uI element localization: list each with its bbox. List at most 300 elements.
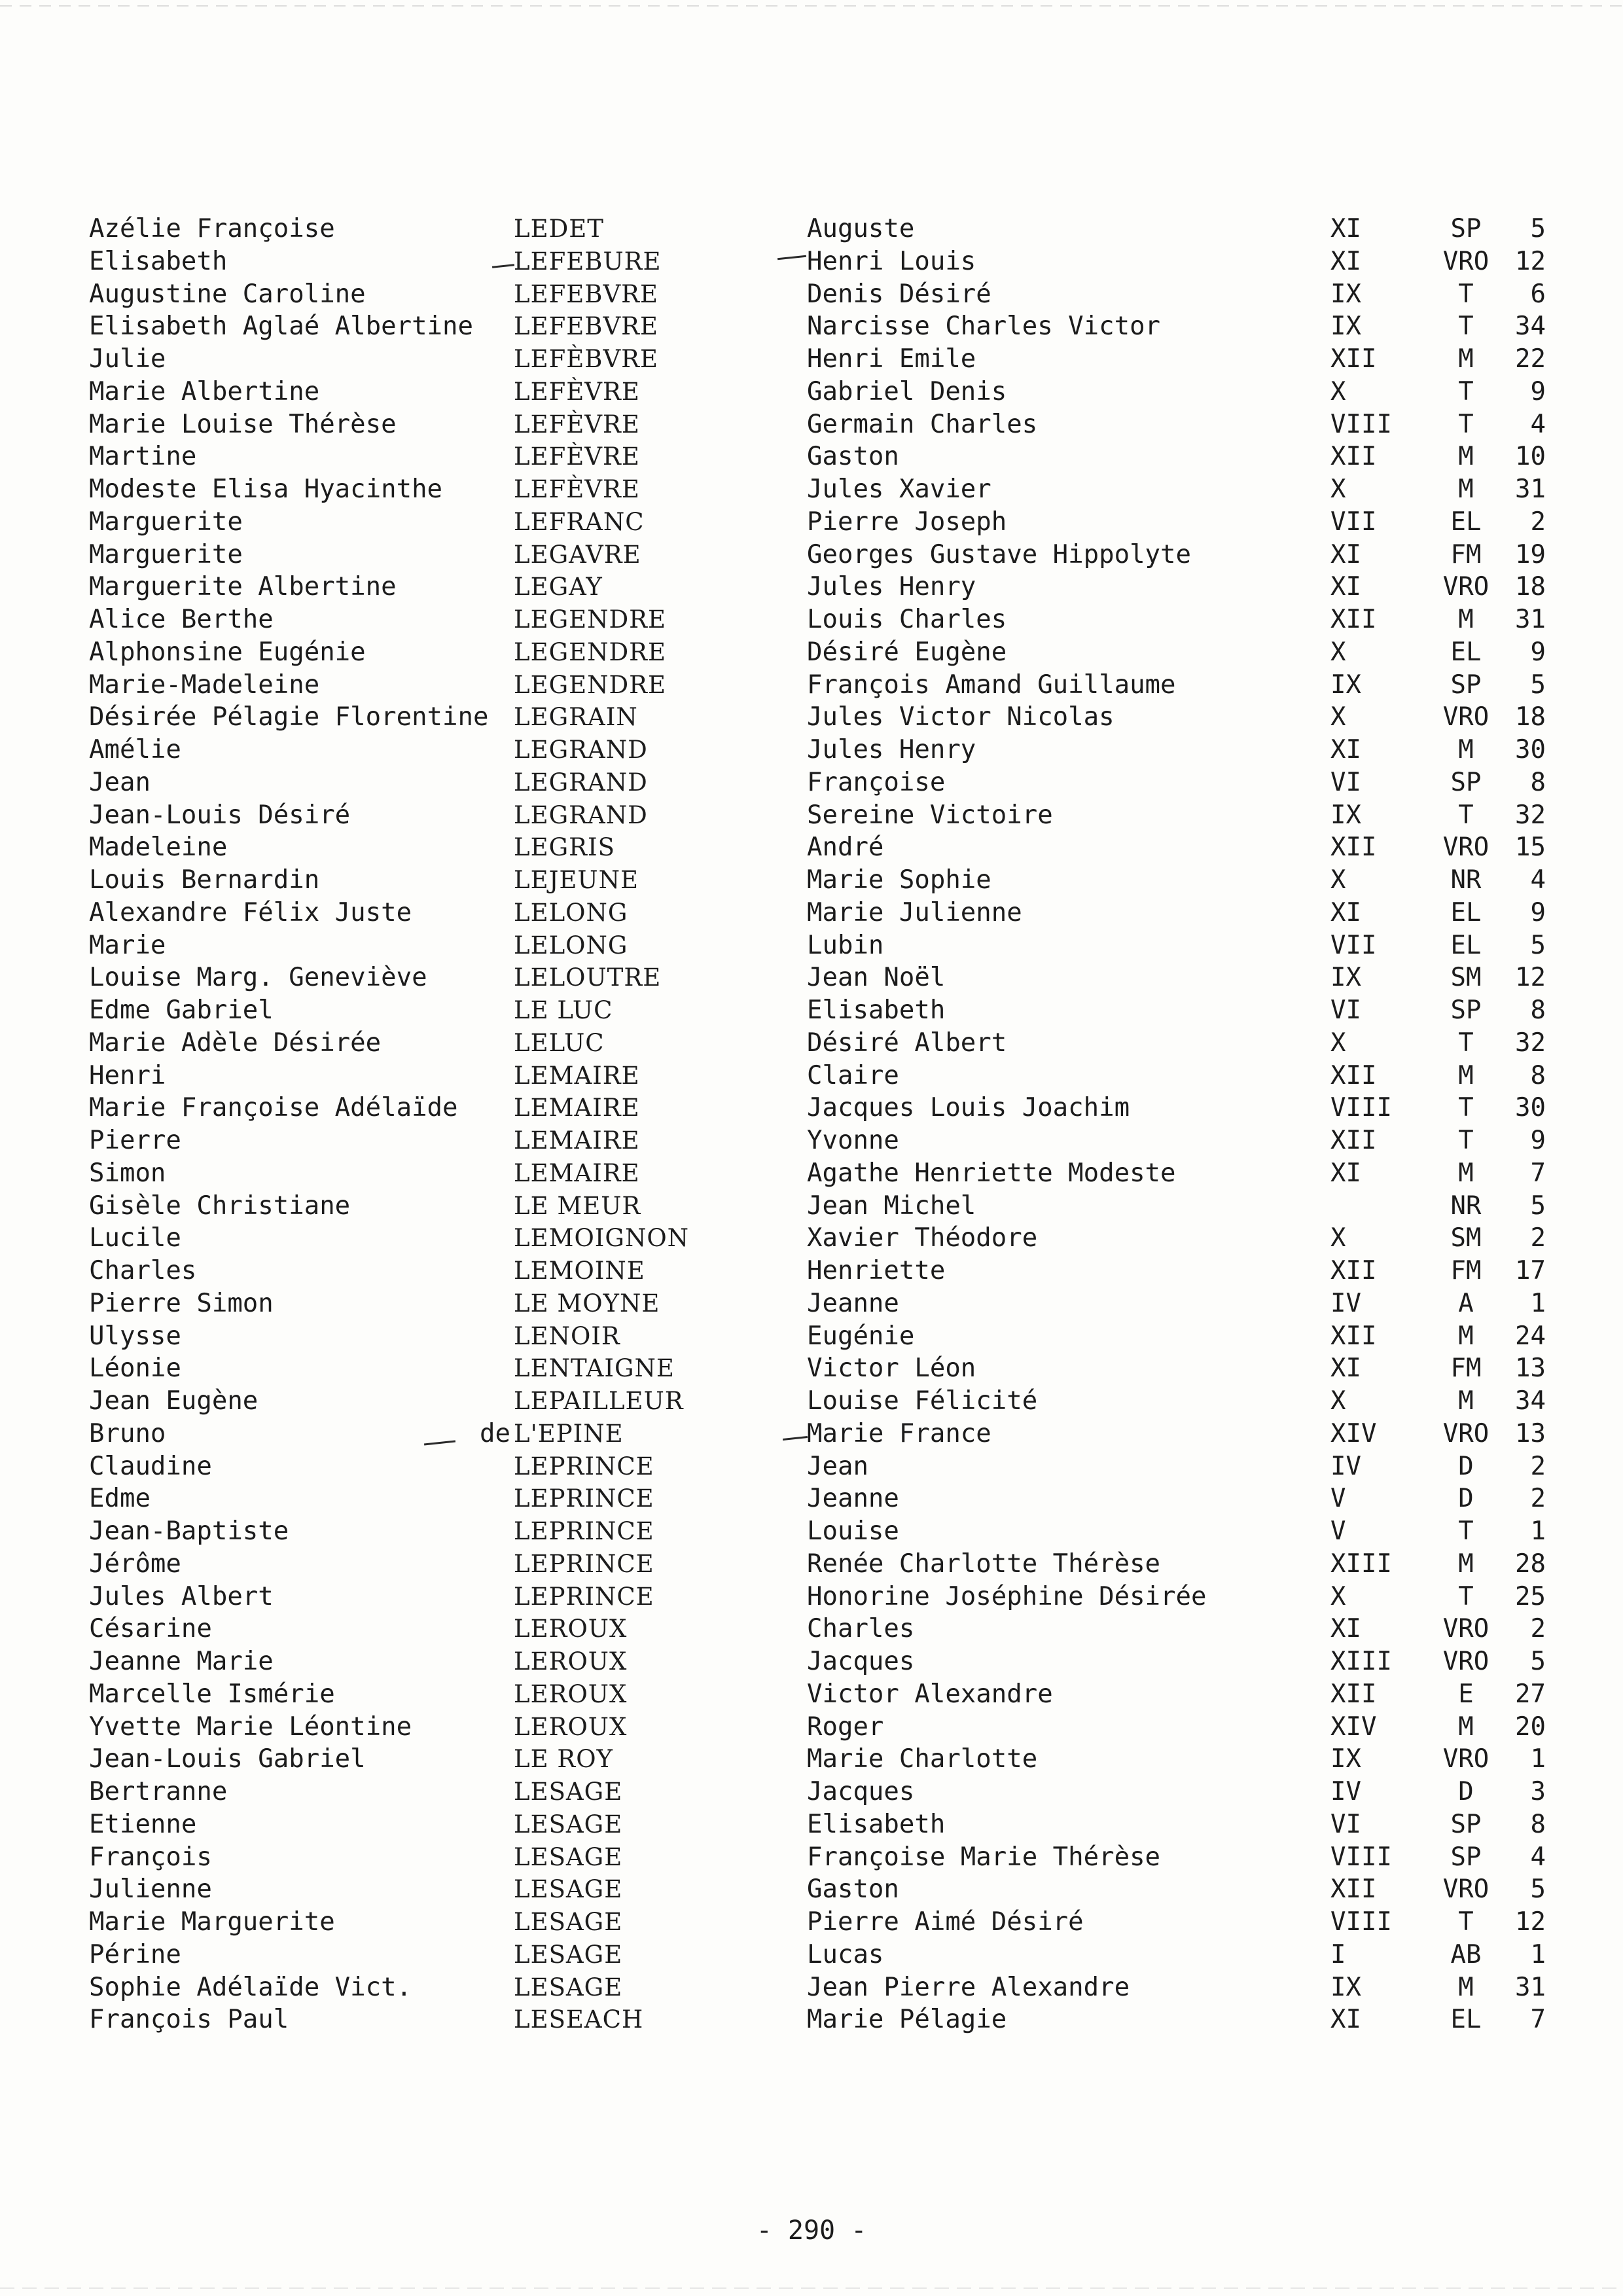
register-row <box>0 961 1623 994</box>
register-volume: VII <box>1330 930 1377 960</box>
given-names: Jean Eugène <box>89 1386 259 1416</box>
entry-number: 7 <box>1530 1158 1546 1188</box>
entry-number: 20 <box>1515 1712 1546 1742</box>
register-volume: IX <box>1330 1972 1361 2002</box>
register-volume: IX <box>1330 1744 1361 1774</box>
given-names: Marie-Madeleine <box>89 670 320 700</box>
given-names: Marie Françoise Adélaïde <box>89 1093 458 1123</box>
register-volume: XI <box>1330 1158 1361 1188</box>
parish-code: M <box>1458 475 1474 504</box>
parish-code: VRO <box>1442 1418 1489 1448</box>
register-volume: XII <box>1330 605 1377 634</box>
spouse-given-names: Elisabeth <box>807 996 946 1025</box>
register-volume: IX <box>1330 279 1361 309</box>
surname: LESAGE <box>514 1973 623 2001</box>
register-row <box>0 766 1623 799</box>
given-names: Bruno <box>89 1418 166 1448</box>
spouse-given-names: Honorine Joséphine Désirée <box>807 1581 1207 1611</box>
register-volume: XIII <box>1330 1647 1392 1676</box>
parish-code: VRO <box>1442 1647 1489 1676</box>
entry-number: 2 <box>1530 507 1546 537</box>
given-names: Simon <box>89 1158 166 1188</box>
given-names: Louise Marg. Geneviève <box>89 963 427 993</box>
given-names: Bertranne <box>89 1777 228 1806</box>
given-names: Elisabeth <box>89 246 228 276</box>
entry-number: 24 <box>1515 1321 1546 1351</box>
register-volume: XI <box>1330 897 1361 927</box>
given-names: Henri <box>89 1060 166 1090</box>
register-volume: X <box>1330 1028 1346 1058</box>
spouse-given-names: Yvonne <box>807 1126 899 1155</box>
parish-code: SP <box>1450 996 1482 1025</box>
register-row <box>0 343 1623 376</box>
entry-number: 19 <box>1515 539 1546 569</box>
given-names: Jérôme <box>89 1549 181 1579</box>
register-volume: XII <box>1330 1060 1377 1090</box>
entry-number: 22 <box>1515 344 1546 374</box>
spouse-given-names: Lucas <box>807 1939 884 1969</box>
given-names: Modeste Elisa Hyacinthe <box>89 475 443 504</box>
parish-code: SP <box>1450 1842 1482 1872</box>
register-volume: X <box>1330 475 1346 504</box>
parish-code: FM <box>1450 1256 1482 1285</box>
entry-number: 31 <box>1515 605 1546 634</box>
entry-number: 4 <box>1530 865 1546 895</box>
register-volume: XII <box>1330 442 1377 472</box>
surname: LELONG <box>514 898 628 927</box>
parish-code: EL <box>1450 897 1482 927</box>
spouse-given-names: Charles <box>807 1614 915 1644</box>
parish-code: M <box>1458 1972 1474 2002</box>
surname: LEMOIGNON <box>514 1224 690 1253</box>
entry-number: 9 <box>1530 897 1546 927</box>
spouse-given-names: Françoise Marie Thérèse <box>807 1842 1161 1872</box>
spouse-given-names: Lubin <box>807 930 884 960</box>
surname: LE ROY <box>514 1745 613 1774</box>
register-row <box>0 929 1623 962</box>
surname: LEMAIRE <box>514 1094 640 1122</box>
entry-number: 5 <box>1530 1191 1546 1221</box>
entry-number: 12 <box>1515 963 1546 993</box>
given-names: Marcelle Ismérie <box>89 1679 335 1709</box>
parish-code: M <box>1458 605 1474 634</box>
parish-code: A <box>1458 1288 1474 1318</box>
register-row <box>0 1255 1623 1287</box>
spouse-given-names: Françoise <box>807 767 946 797</box>
register-row <box>0 245 1623 278</box>
parish-code: FM <box>1450 1354 1482 1384</box>
entry-number: 2 <box>1530 1484 1546 1514</box>
parish-code: SP <box>1450 1809 1482 1839</box>
entry-number: 18 <box>1515 572 1546 602</box>
entry-number: 30 <box>1515 1093 1546 1123</box>
spouse-given-names: Narcisse Charles Victor <box>807 312 1161 342</box>
given-names: Marie <box>89 930 166 960</box>
register-row <box>0 1581 1623 1613</box>
parish-code: M <box>1458 344 1474 374</box>
parish-code: VRO <box>1442 702 1489 732</box>
surname: LEGRAND <box>514 800 648 829</box>
surname: LEFÈVRE <box>514 442 640 471</box>
spouse-given-names: Désiré Eugène <box>807 637 1007 667</box>
register-volume: VIII <box>1330 1093 1392 1123</box>
spouse-given-names: Eugénie <box>807 1321 915 1351</box>
entry-number: 32 <box>1515 800 1546 830</box>
parish-code: SP <box>1450 767 1482 797</box>
spouse-given-names: Denis Désiré <box>807 279 991 309</box>
surname: LEROUX <box>514 1615 628 1643</box>
register-volume: XII <box>1330 833 1377 863</box>
entry-number: 32 <box>1515 1028 1546 1058</box>
surname: LELOUTRE <box>514 963 662 992</box>
surname: LEROUX <box>514 1679 628 1708</box>
given-names: François <box>89 1842 212 1872</box>
register-volume: XII <box>1330 1679 1377 1709</box>
parish-code: VRO <box>1442 1614 1489 1644</box>
register-row <box>0 1711 1623 1744</box>
parish-code: T <box>1458 1126 1474 1155</box>
spouse-given-names: Louis Charles <box>807 605 1007 634</box>
given-names: François Paul <box>89 2005 289 2035</box>
entry-number: 13 <box>1515 1354 1546 1384</box>
top-edge-rule <box>0 5 1623 7</box>
given-names: Julienne <box>89 1874 212 1905</box>
surname: LEPRINCE <box>514 1452 654 1480</box>
register-volume: I <box>1330 1939 1346 1969</box>
given-names: Marguerite <box>89 507 243 537</box>
spouse-given-names: Jules Victor Nicolas <box>807 702 1115 732</box>
surname: LENTAIGNE <box>514 1354 675 1383</box>
spouse-given-names: Jules Henry <box>807 735 976 764</box>
entry-number: 9 <box>1530 637 1546 667</box>
surname: LEJEUNE <box>514 866 639 894</box>
surname: LEDET <box>514 215 604 243</box>
register-row <box>0 1190 1623 1223</box>
given-names: Elisabeth Aglaé Albertine <box>89 312 473 342</box>
given-names: Alexandre Félix Juste <box>89 897 412 927</box>
register-row <box>0 864 1623 897</box>
parish-code: NR <box>1450 865 1482 895</box>
register-volume: VI <box>1330 1809 1361 1839</box>
surname: LEPRINCE <box>514 1582 654 1611</box>
given-names: Augustine Caroline <box>89 279 366 309</box>
surname: LEGRAIN <box>514 703 638 732</box>
given-names: Léonie <box>89 1354 181 1384</box>
register-row <box>0 1906 1623 1939</box>
entry-number: 7 <box>1530 2005 1546 2035</box>
parish-code: VRO <box>1442 1744 1489 1774</box>
register-row <box>0 1320 1623 1353</box>
spouse-given-names: Jean Michel <box>807 1191 976 1221</box>
register-volume: IX <box>1330 800 1361 830</box>
spouse-given-names: Marie France <box>807 1418 991 1448</box>
register-volume: XII <box>1330 1321 1377 1351</box>
register-volume: XII <box>1330 1874 1377 1905</box>
surname: LEPAILLEUR <box>514 1387 684 1415</box>
given-names: Etienne <box>89 1809 197 1839</box>
spouse-given-names: Désiré Albert <box>807 1028 1007 1058</box>
spouse-given-names: Marie Charlotte <box>807 1744 1038 1774</box>
given-names: Sophie Adélaïde Vict. <box>89 1972 412 2002</box>
parish-code: T <box>1458 409 1474 439</box>
parish-code: VRO <box>1442 1874 1489 1905</box>
spouse-given-names: Georges Gustave Hippolyte <box>807 539 1191 569</box>
bottom-edge-rule <box>0 2287 1623 2289</box>
entry-number: 34 <box>1515 1386 1546 1416</box>
register-volume: XI <box>1330 735 1361 764</box>
entry-number: 1 <box>1530 1744 1546 1774</box>
parish-code: FM <box>1450 539 1482 569</box>
register-row <box>0 1092 1623 1124</box>
register-volume: VIII <box>1330 409 1392 439</box>
register-row <box>0 1678 1623 1711</box>
entry-number: 28 <box>1515 1549 1546 1579</box>
register-row <box>0 539 1623 571</box>
register-volume: XI <box>1330 572 1361 602</box>
register-volume: XII <box>1330 344 1377 374</box>
register-row <box>0 1157 1623 1190</box>
register-volume: IV <box>1330 1288 1361 1318</box>
register-row <box>0 1939 1623 1971</box>
register-volume: XIII <box>1330 1549 1392 1579</box>
surname: LENOIR <box>514 1321 620 1350</box>
given-names: Azélie Françoise <box>89 214 335 243</box>
given-names: Julie <box>89 344 166 374</box>
spouse-given-names: Jean Noël <box>807 963 946 993</box>
register-row <box>0 2003 1623 2036</box>
spouse-given-names: André <box>807 833 884 863</box>
given-names: Marguerite <box>89 539 243 569</box>
spouse-given-names: Henri Louis <box>807 246 976 276</box>
surname: LE MOYNE <box>514 1289 660 1318</box>
register-volume: VIII <box>1330 1842 1392 1872</box>
entry-number: 6 <box>1530 279 1546 309</box>
register-volume: XIV <box>1330 1418 1377 1448</box>
surname: LEPRINCE <box>514 1517 654 1545</box>
parish-code: EL <box>1450 930 1482 960</box>
spouse-given-names: Claire <box>807 1060 899 1090</box>
register-volume: IV <box>1330 1777 1361 1806</box>
entry-number: 4 <box>1530 409 1546 439</box>
register-volume: X <box>1330 637 1346 667</box>
parish-code: M <box>1458 1386 1474 1416</box>
parish-code: T <box>1458 1581 1474 1611</box>
surname: LEFEBVRE <box>514 279 659 308</box>
register-row <box>0 897 1623 929</box>
given-names: Louis Bernardin <box>89 865 320 895</box>
register-volume: VII <box>1330 507 1377 537</box>
register-volume: VIII <box>1330 1907 1392 1937</box>
register-row <box>0 571 1623 603</box>
surname: LEMAIRE <box>514 1158 640 1187</box>
parish-code: M <box>1458 442 1474 472</box>
register-row <box>0 1613 1623 1645</box>
given-names: Charles <box>89 1256 197 1285</box>
surname: LEROUX <box>514 1712 628 1741</box>
surname: LE LUC <box>514 996 613 1024</box>
parish-code: EL <box>1450 507 1482 537</box>
parish-code: EL <box>1450 637 1482 667</box>
register-volume: VI <box>1330 996 1361 1025</box>
surname: LEPRINCE <box>514 1549 654 1578</box>
surname: LEGRIS <box>514 833 615 862</box>
given-names: Gisèle Christiane <box>89 1191 351 1221</box>
given-names: Marie Albertine <box>89 376 320 406</box>
register-row <box>0 213 1623 245</box>
surname: LEGENDRE <box>514 605 667 634</box>
spouse-given-names: Marie Sophie <box>807 865 991 895</box>
spouse-given-names: Louise Félicité <box>807 1386 1038 1416</box>
entry-number: 10 <box>1515 442 1546 472</box>
parish-code: VRO <box>1442 833 1489 863</box>
spouse-given-names: Renée Charlotte Thérèse <box>807 1549 1161 1579</box>
register-row <box>0 669 1623 702</box>
given-names: Pierre <box>89 1126 181 1155</box>
register-volume: IV <box>1330 1451 1361 1481</box>
entry-number: 5 <box>1530 1874 1546 1905</box>
parish-code: E <box>1458 1679 1474 1709</box>
entry-number: 9 <box>1530 1126 1546 1155</box>
entry-number: 12 <box>1515 246 1546 276</box>
register-row <box>0 1124 1623 1157</box>
surname: LEPRINCE <box>514 1484 654 1513</box>
surname: LEGAY <box>514 573 603 601</box>
register-row <box>0 1450 1623 1483</box>
surname: LEMAIRE <box>514 1061 640 1090</box>
surname: LEFÈBVRE <box>514 345 659 373</box>
spouse-given-names: Jeanne <box>807 1484 899 1514</box>
parish-code: SP <box>1450 214 1482 243</box>
parish-code: T <box>1458 376 1474 406</box>
parish-code: T <box>1458 279 1474 309</box>
spouse-given-names: François Amand Guillaume <box>807 670 1176 700</box>
entry-number: 34 <box>1515 312 1546 342</box>
spouse-given-names: Germain Charles <box>807 409 1038 439</box>
register-row <box>0 1287 1623 1320</box>
register-row <box>0 1841 1623 1874</box>
parish-code: M <box>1458 735 1474 764</box>
parish-code: SM <box>1450 963 1482 993</box>
spouse-given-names: Pierre Joseph <box>807 507 1007 537</box>
entry-number: 2 <box>1530 1223 1546 1253</box>
spouse-given-names: Sereine Victoire <box>807 800 1053 830</box>
register-row <box>0 1776 1623 1808</box>
spouse-given-names: Louise <box>807 1516 899 1546</box>
register-row <box>0 408 1623 441</box>
entry-number: 8 <box>1530 767 1546 797</box>
register-volume: VI <box>1330 767 1361 797</box>
register-row <box>0 1645 1623 1678</box>
register-row <box>0 440 1623 473</box>
register-volume: XI <box>1330 246 1361 276</box>
surname: LEGRAND <box>514 768 648 797</box>
register-row <box>0 636 1623 669</box>
spouse-given-names: Henriette <box>807 1256 946 1285</box>
parish-code: M <box>1458 1549 1474 1579</box>
parish-code: T <box>1458 800 1474 830</box>
surname: LEFRANC <box>514 507 645 536</box>
surname: LELONG <box>514 931 628 960</box>
given-names: Césarine <box>89 1614 212 1644</box>
entry-number: 3 <box>1530 1777 1546 1806</box>
given-names: Marie Marguerite <box>89 1907 335 1937</box>
given-names: Claudine <box>89 1451 212 1481</box>
parish-code: M <box>1458 1321 1474 1351</box>
entry-number: 18 <box>1515 702 1546 732</box>
given-names: Edme Gabriel <box>89 996 274 1025</box>
register-volume: V <box>1330 1516 1346 1546</box>
surname: L'EPINE <box>514 1419 624 1448</box>
surname: LEMAIRE <box>514 1126 640 1155</box>
register-row <box>0 1873 1623 1906</box>
parish-code: M <box>1458 1158 1474 1188</box>
surname: LE MEUR <box>514 1191 641 1220</box>
surname: LESAGE <box>514 1842 623 1871</box>
entry-number: 2 <box>1530 1614 1546 1644</box>
register-row <box>0 376 1623 408</box>
parish-code: T <box>1458 1028 1474 1058</box>
register-volume: IX <box>1330 670 1361 700</box>
given-names: Yvette Marie Léontine <box>89 1712 412 1742</box>
spouse-given-names: Marie Julienne <box>807 897 1022 927</box>
parish-code: VRO <box>1442 246 1489 276</box>
surname: LEFÈVRE <box>514 410 640 439</box>
surname: LEFÈVRE <box>514 475 640 503</box>
surname: LEGRAND <box>514 736 648 764</box>
surname: LESAGE <box>514 1908 623 1936</box>
register-row <box>0 278 1623 311</box>
entry-number: 31 <box>1515 475 1546 504</box>
register-volume: XII <box>1330 1256 1377 1285</box>
register-volume: IX <box>1330 963 1361 993</box>
surname: LEGENDRE <box>514 637 667 666</box>
entry-number: 12 <box>1515 1907 1546 1937</box>
register-volume: XII <box>1330 1126 1377 1155</box>
register-volume: XIV <box>1330 1712 1377 1742</box>
parish-code: SM <box>1450 1223 1482 1253</box>
entry-number: 8 <box>1530 1809 1546 1839</box>
surname: LEGENDRE <box>514 670 667 699</box>
register-volume: IX <box>1330 312 1361 342</box>
register-row <box>0 1027 1623 1060</box>
surname: LEFÈVRE <box>514 377 640 406</box>
given-names: Jean-Baptiste <box>89 1516 289 1546</box>
spouse-given-names: Gaston <box>807 1874 899 1905</box>
entry-number: 8 <box>1530 996 1546 1025</box>
spouse-given-names: Auguste <box>807 214 915 243</box>
entry-number: 30 <box>1515 735 1546 764</box>
spouse-given-names: Jean <box>807 1451 868 1481</box>
spouse-given-names: Jules Xavier <box>807 475 991 504</box>
register-row <box>0 1352 1623 1385</box>
register-row <box>0 1808 1623 1841</box>
entry-number: 8 <box>1530 1060 1546 1090</box>
register-row <box>0 831 1623 864</box>
given-names: Madeleine <box>89 833 228 863</box>
surname: LESAGE <box>514 1778 623 1806</box>
parish-code: M <box>1458 1712 1474 1742</box>
given-names: Edme <box>89 1484 151 1514</box>
surname: LESAGE <box>514 1875 623 1904</box>
spouse-given-names: Elisabeth <box>807 1809 946 1839</box>
entry-number: 1 <box>1530 1288 1546 1318</box>
register-row <box>0 1743 1623 1776</box>
given-names: Ulysse <box>89 1321 181 1351</box>
spouse-given-names: Jules Henry <box>807 572 976 602</box>
entry-number: 31 <box>1515 1972 1546 2002</box>
entry-number: 15 <box>1515 833 1546 863</box>
given-names: Jean <box>89 767 151 797</box>
